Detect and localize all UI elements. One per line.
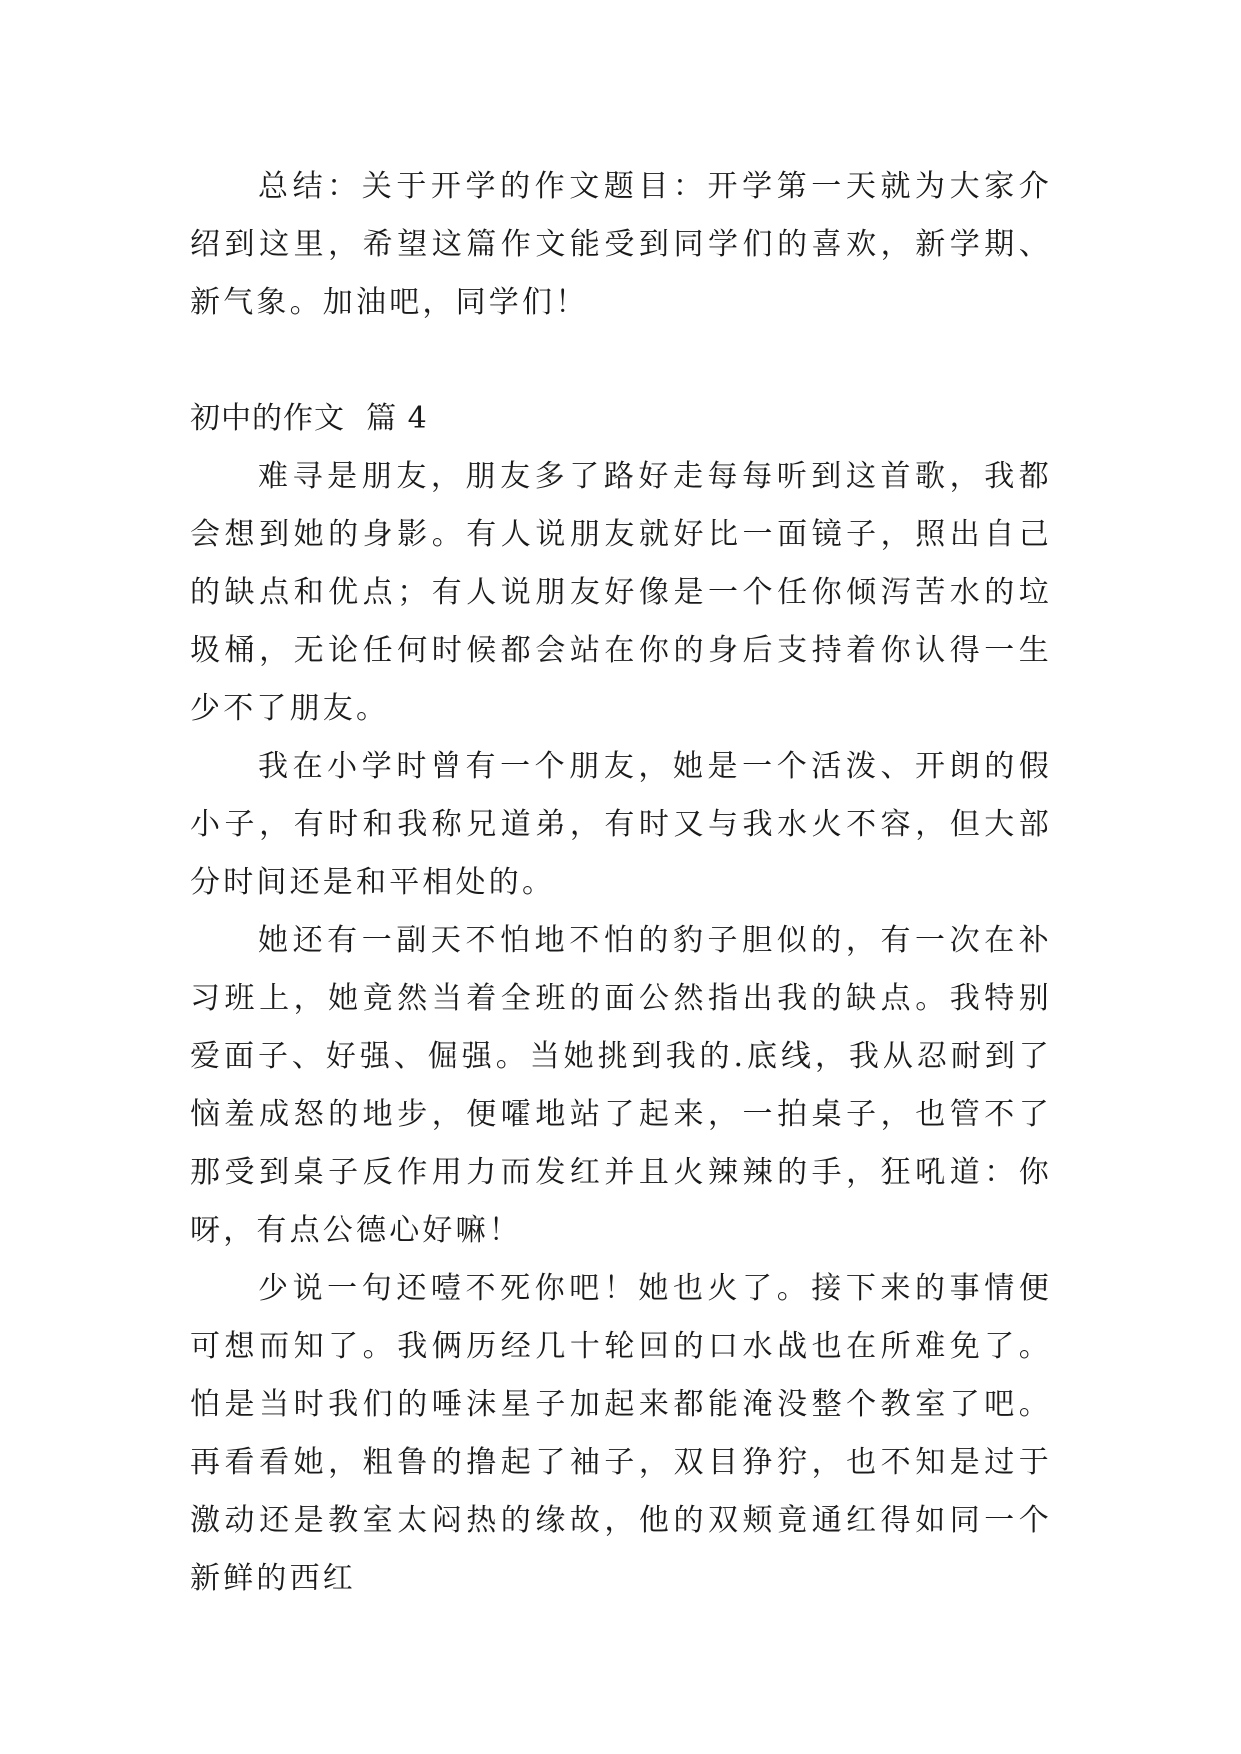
essay-paragraph-2: 我在小学时曾有一个朋友，她是一个活泼、开朗的假小子，有时和我称兄道弟，有时又与我水火不容，但大部分时间还是和平相处的。 <box>190 749 1052 900</box>
essay-paragraph-4: 少说一句还噎不死你吧！她也火了。接下来的事情便可想而知了。我俩历经几十轮回的口水战也在所难免了。怕是当时我们的唾沫星子加起来都能淹没整个教室了吧。再看看她，粗鲁的撸起了袖子，双目狰狞，也不知是过于激动还是教室太闷热的缘故，他的双颊竟通红得如同一个新鲜的西红 <box>190 1271 1052 1596</box>
summary-section <box>190 158 1052 332</box>
essay-paragraph-1: 难寻是朋友，朋友多了路好走每每听到这首歌，我都会想到她的身影。有人说朋友就好比一面镜子，照出自己的缺点和优点；有人说朋友好像是一个任你倾泻苦水的垃圾桶，无论任何时候都会站在你的身后支持着你认得一生少不了朋友。 <box>190 459 1052 726</box>
essay-section <box>190 390 1052 1608</box>
essay-paragraph-3: 她还有一副天不怕地不怕的豹子胆似的，有一次在补习班上，她竟然当着全班的面公然指出我的缺点。我特别爱面子、好强、倔强。当她挑到我的.底线，我从忍耐到了恼羞成怒的地步，便嚯地站了起来，一拍桌子，也管不了那受到桌子反作用力而发红并且火辣辣的手，狂吼道：你呀，有点公德心好嘛！ <box>190 923 1052 1248</box>
essay-heading: 初中的作文 篇 4 <box>190 401 428 436</box>
summary-paragraph: 总结：关于开学的作文题目：开学第一天就为大家介绍到这里，希望这篇作文能受到同学们的喜欢，新学期、新气象。加油吧，同学们！ <box>190 169 1052 320</box>
